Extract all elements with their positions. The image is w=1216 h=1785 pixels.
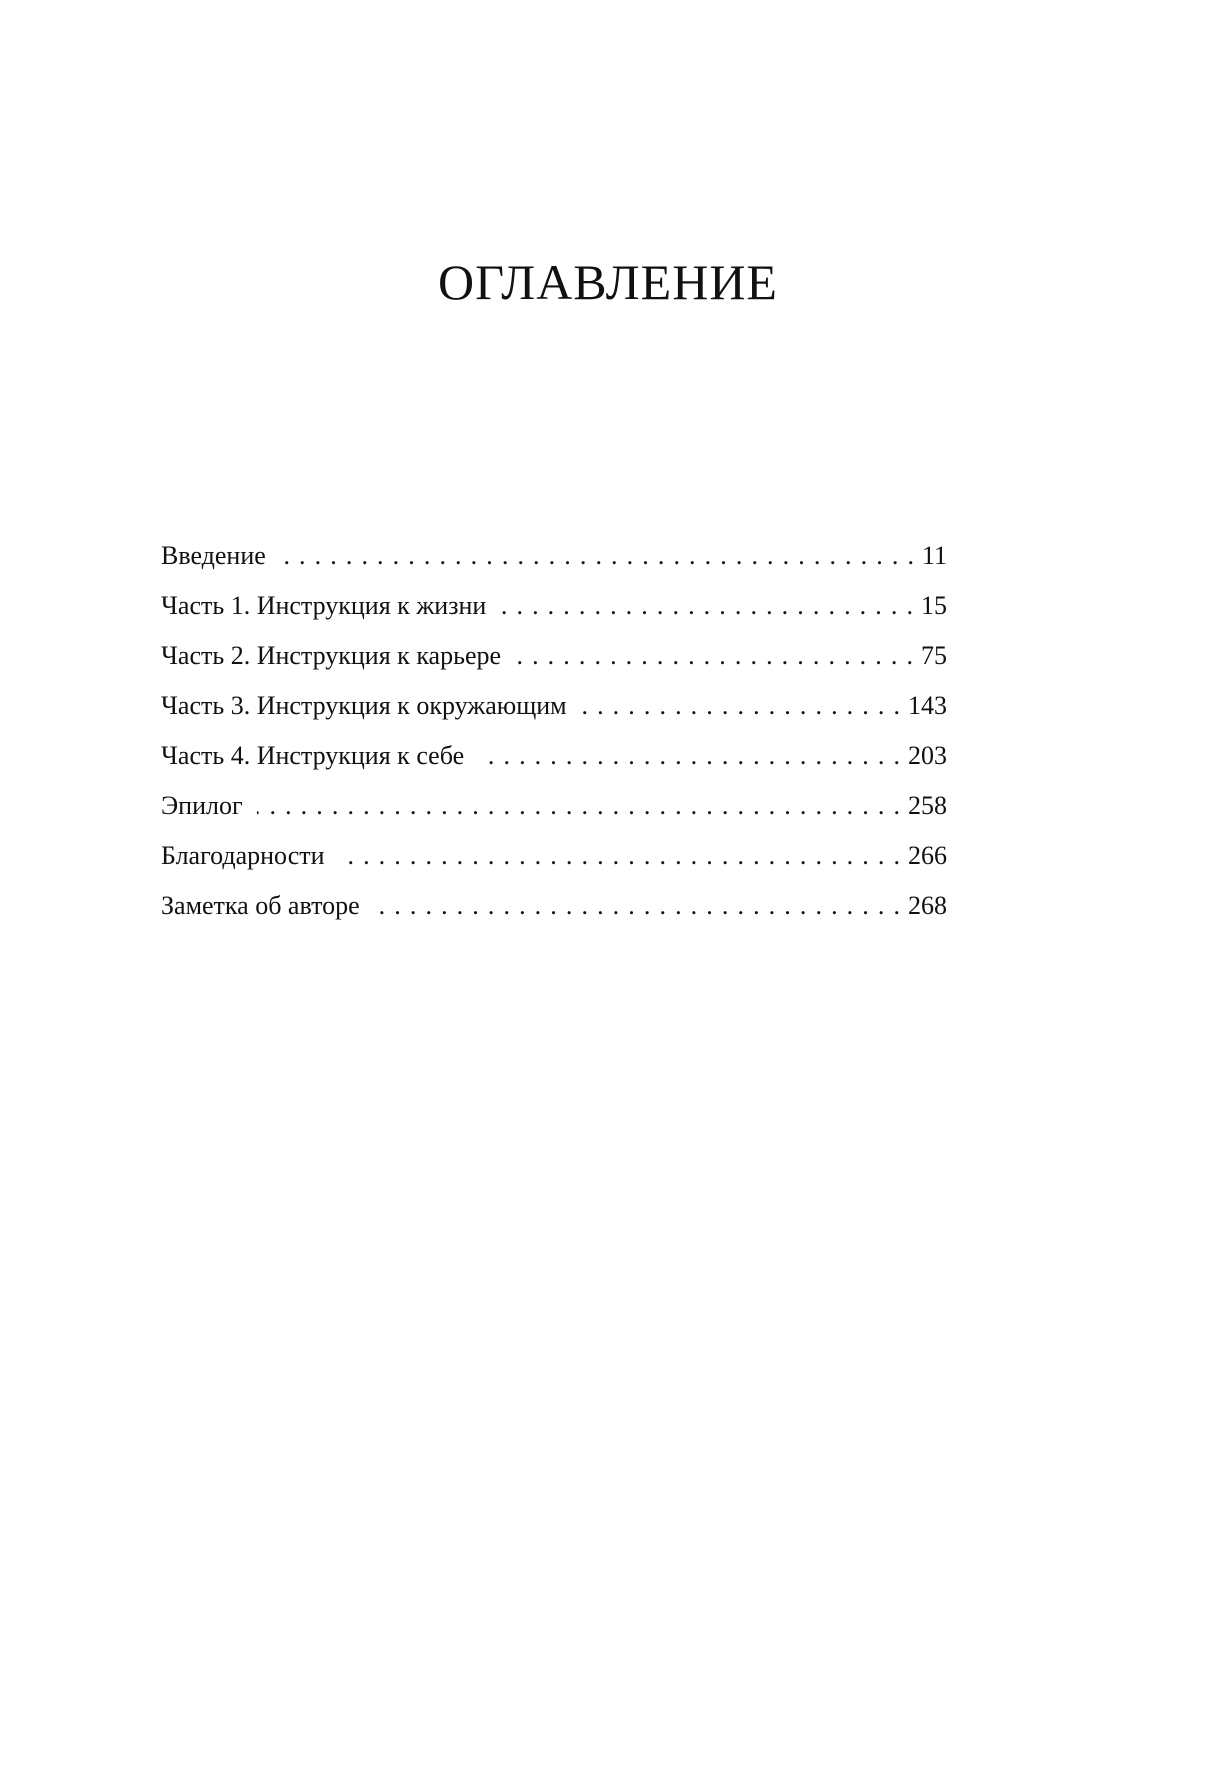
toc-entry-page-number: 258 (908, 791, 947, 820)
toc-entry-part-1 (161, 588, 947, 638)
toc-entry-label: Часть 3. Инструкция к окружающим (161, 691, 567, 720)
toc-entry-page-number: 203 (908, 741, 947, 770)
toc-entry-page-number: 15 (921, 591, 947, 620)
dot-leader (515, 638, 913, 674)
dot-leader (339, 838, 900, 874)
toc-entry-part-2 (161, 638, 947, 688)
toc-entry-label: Эпилог (161, 791, 243, 820)
dot-leader (280, 538, 914, 574)
dot-leader (374, 888, 900, 924)
toc-entry-page-number: 268 (908, 891, 947, 920)
toc-entry-about-author (161, 888, 947, 938)
toc-entry-acknowledgements (161, 838, 947, 888)
dot-leader (478, 738, 900, 774)
toc-entry-page-number: 266 (908, 841, 947, 870)
dot-leader (500, 588, 913, 624)
toc-entry-epilogue (161, 788, 947, 838)
table-of-contents (161, 538, 947, 938)
page-title: ОГЛАВЛЕНИЕ (438, 254, 778, 310)
toc-entry-label: Часть 1. Инструкция к жизни (161, 591, 487, 620)
toc-entry-page-number: 75 (921, 641, 947, 670)
toc-entry-label: Благодарности (161, 841, 325, 870)
toc-entry-part-3 (161, 688, 947, 738)
toc-entry-label: Часть 4. Инструкция к себе (161, 741, 465, 770)
toc-entry-page-number: 11 (921, 541, 947, 570)
toc-entry-label: Введение (161, 541, 266, 570)
toc-entry-introduction (161, 538, 947, 588)
dot-leader (581, 688, 900, 724)
toc-entry-label: Заметка об авторе (161, 891, 360, 920)
toc-entry-page-number: 143 (908, 691, 947, 720)
toc-entry-label: Часть 2. Инструкция к карьере (161, 641, 502, 670)
toc-entry-part-4 (161, 738, 947, 788)
dot-leader (257, 788, 900, 824)
